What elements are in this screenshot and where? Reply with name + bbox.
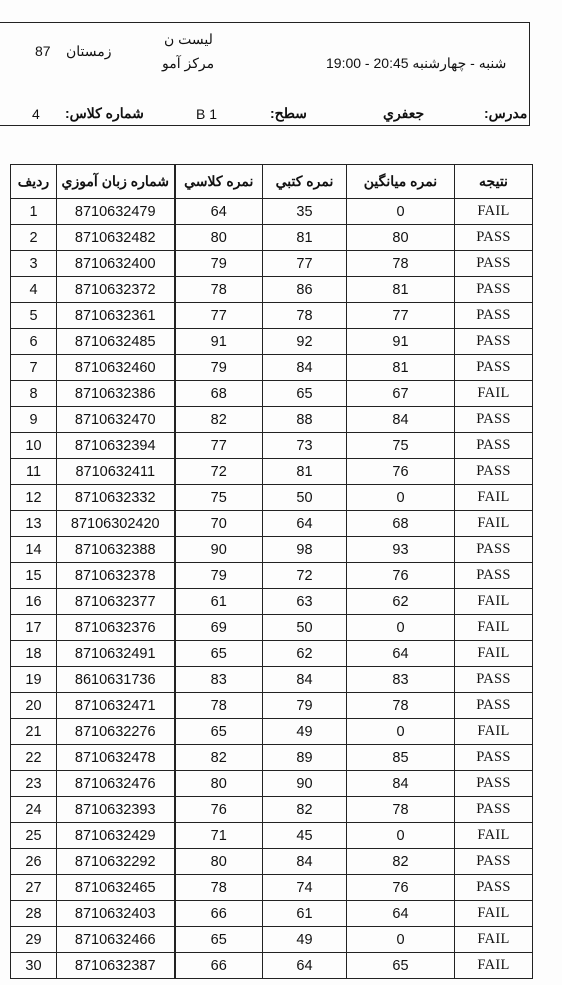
row-number-cell: 22 — [11, 745, 57, 771]
student-id-cell: 8710632471 — [57, 693, 175, 719]
average-score-cell: 93 — [347, 537, 455, 563]
student-id-cell: 8710632470 — [57, 407, 175, 433]
table-row — [11, 277, 533, 303]
written-score-cell: 77 — [263, 251, 347, 277]
schedule: شنبه - چهارشنبه 20:45 - 19:00 — [326, 55, 507, 71]
result-cell: FAIL — [455, 901, 533, 927]
average-score-cell: 67 — [347, 381, 455, 407]
row-number-cell: 18 — [11, 641, 57, 667]
table-row — [11, 771, 533, 797]
result-cell: PASS — [455, 849, 533, 875]
result-cell: FAIL — [455, 953, 533, 979]
written-score-cell: 62 — [263, 641, 347, 667]
class-score-cell: 91 — [175, 329, 263, 355]
average-score-cell: 76 — [347, 563, 455, 589]
table-row — [11, 563, 533, 589]
average-score-cell: 0 — [347, 199, 455, 225]
table-row — [11, 901, 533, 927]
row-number-cell: 28 — [11, 901, 57, 927]
result-cell: PASS — [455, 745, 533, 771]
result-cell: PASS — [455, 355, 533, 381]
result-cell: FAIL — [455, 719, 533, 745]
table-row — [11, 927, 533, 953]
teacher-name: جعفري — [383, 105, 425, 121]
written-score-cell: 86 — [263, 277, 347, 303]
average-score-cell: 77 — [347, 303, 455, 329]
student-id-cell: 8710632479 — [57, 199, 175, 225]
written-score-cell: 73 — [263, 433, 347, 459]
average-score-cell: 62 — [347, 589, 455, 615]
table-row — [11, 693, 533, 719]
class-score-cell: 72 — [175, 459, 263, 485]
class-score-cell: 65 — [175, 641, 263, 667]
average-score-cell: 91 — [347, 329, 455, 355]
table-row — [11, 459, 533, 485]
written-score-cell: 72 — [263, 563, 347, 589]
student-id-cell: 8610631736 — [57, 667, 175, 693]
table-row — [11, 615, 533, 641]
average-score-cell: 76 — [347, 875, 455, 901]
result-cell: FAIL — [455, 511, 533, 537]
table-row — [11, 589, 533, 615]
average-score-cell: 65 — [347, 953, 455, 979]
student-id-cell: 8710632372 — [57, 277, 175, 303]
result-cell: FAIL — [455, 199, 533, 225]
table-row — [11, 407, 533, 433]
result-cell: PASS — [455, 771, 533, 797]
average-score-cell: 78 — [347, 251, 455, 277]
student-id-cell: 8710632361 — [57, 303, 175, 329]
class-score-cell: 66 — [175, 953, 263, 979]
written-score-cell: 88 — [263, 407, 347, 433]
class-score-cell: 61 — [175, 589, 263, 615]
written-score-cell: 84 — [263, 667, 347, 693]
average-score-cell: 76 — [347, 459, 455, 485]
student-id-cell: 8710632411 — [57, 459, 175, 485]
average-score-cell: 83 — [347, 667, 455, 693]
table-row — [11, 329, 533, 355]
student-id-cell: 8710632386 — [57, 381, 175, 407]
row-number-cell: 8 — [11, 381, 57, 407]
result-cell: FAIL — [455, 927, 533, 953]
class-score-cell: 82 — [175, 745, 263, 771]
average-score-cell: 0 — [347, 823, 455, 849]
row-number-cell: 26 — [11, 849, 57, 875]
table-row — [11, 667, 533, 693]
row-number-cell: 4 — [11, 277, 57, 303]
class-score-cell: 75 — [175, 485, 263, 511]
row-number-cell: 9 — [11, 407, 57, 433]
level-label: سطح: — [270, 105, 307, 121]
average-score-cell: 0 — [347, 719, 455, 745]
row-number-cell: 14 — [11, 537, 57, 563]
result-cell: FAIL — [455, 823, 533, 849]
class-score-cell: 80 — [175, 225, 263, 251]
season: زمستان — [66, 43, 112, 59]
row-number-cell: 6 — [11, 329, 57, 355]
table-row — [11, 849, 533, 875]
table-row — [11, 433, 533, 459]
student-id-cell: 8710632393 — [57, 797, 175, 823]
table-row — [11, 641, 533, 667]
class-score-cell: 69 — [175, 615, 263, 641]
written-score-cell: 89 — [263, 745, 347, 771]
row-number-cell: 15 — [11, 563, 57, 589]
average-score-cell: 82 — [347, 849, 455, 875]
average-score-cell: 0 — [347, 485, 455, 511]
average-score-cell: 84 — [347, 407, 455, 433]
written-score-cell: 81 — [263, 459, 347, 485]
result-cell: PASS — [455, 797, 533, 823]
average-score-cell: 78 — [347, 693, 455, 719]
row-number-cell: 21 — [11, 719, 57, 745]
student-id-cell: 8710632387 — [57, 953, 175, 979]
class-score-cell: 79 — [175, 563, 263, 589]
row-number-cell: 23 — [11, 771, 57, 797]
result-cell: PASS — [455, 407, 533, 433]
written-score-cell: 79 — [263, 693, 347, 719]
student-id-cell: 8710632460 — [57, 355, 175, 381]
student-id-cell: 8710632332 — [57, 485, 175, 511]
student-id-cell: 8710632394 — [57, 433, 175, 459]
average-score-cell: 64 — [347, 901, 455, 927]
average-score-cell: 81 — [347, 355, 455, 381]
table-row — [11, 745, 533, 771]
table-row — [11, 303, 533, 329]
result-cell: FAIL — [455, 641, 533, 667]
result-cell: PASS — [455, 277, 533, 303]
average-score-cell: 68 — [347, 511, 455, 537]
written-score-cell: 35 — [263, 199, 347, 225]
result-cell: PASS — [455, 563, 533, 589]
class-score-cell: 71 — [175, 823, 263, 849]
written-score-cell: 90 — [263, 771, 347, 797]
result-cell: PASS — [455, 225, 533, 251]
class-score-cell: 80 — [175, 771, 263, 797]
class-score-cell: 80 — [175, 849, 263, 875]
written-score-cell: 64 — [263, 511, 347, 537]
written-score-cell: 84 — [263, 849, 347, 875]
student-id-cell: 8710632403 — [57, 901, 175, 927]
row-number-cell: 30 — [11, 953, 57, 979]
student-id-cell: 8710632491 — [57, 641, 175, 667]
result-cell: PASS — [455, 433, 533, 459]
written-score-cell: 49 — [263, 927, 347, 953]
class-score-cell: 65 — [175, 719, 263, 745]
col-header-student-id: شماره زبان آموزي — [57, 165, 175, 199]
average-score-cell: 78 — [347, 797, 455, 823]
table-row — [11, 381, 533, 407]
table-row — [11, 953, 533, 979]
row-number-cell: 24 — [11, 797, 57, 823]
col-header-written-score: نمره كتبي — [263, 165, 347, 199]
written-score-cell: 49 — [263, 719, 347, 745]
class-score-cell: 65 — [175, 927, 263, 953]
class-score-cell: 90 — [175, 537, 263, 563]
average-score-cell: 84 — [347, 771, 455, 797]
result-cell: PASS — [455, 693, 533, 719]
average-score-cell: 81 — [347, 277, 455, 303]
written-score-cell: 84 — [263, 355, 347, 381]
class-score-cell: 78 — [175, 277, 263, 303]
written-score-cell: 45 — [263, 823, 347, 849]
written-score-cell: 78 — [263, 303, 347, 329]
row-number-cell: 16 — [11, 589, 57, 615]
table-row — [11, 355, 533, 381]
table-row — [11, 199, 533, 225]
written-score-cell: 65 — [263, 381, 347, 407]
table-row — [11, 823, 533, 849]
teacher-label: مدرس: — [484, 105, 528, 121]
col-header-row-number: رديف — [11, 165, 57, 199]
student-id-cell: 87106302420 — [57, 511, 175, 537]
table-row — [11, 511, 533, 537]
class-score-cell: 78 — [175, 875, 263, 901]
written-score-cell: 92 — [263, 329, 347, 355]
result-cell: FAIL — [455, 381, 533, 407]
result-cell: PASS — [455, 537, 533, 563]
written-score-cell: 63 — [263, 589, 347, 615]
student-id-cell: 8710632376 — [57, 615, 175, 641]
written-score-cell: 98 — [263, 537, 347, 563]
row-number-cell: 20 — [11, 693, 57, 719]
written-score-cell: 64 — [263, 953, 347, 979]
written-score-cell: 81 — [263, 225, 347, 251]
table-row — [11, 251, 533, 277]
student-id-cell: 8710632485 — [57, 329, 175, 355]
col-header-average-score: نمره ميانگين — [347, 165, 455, 199]
result-cell: PASS — [455, 251, 533, 277]
row-number-cell: 1 — [11, 199, 57, 225]
class-score-cell: 78 — [175, 693, 263, 719]
row-number-cell: 10 — [11, 433, 57, 459]
student-id-cell: 8710632377 — [57, 589, 175, 615]
written-score-cell: 61 — [263, 901, 347, 927]
written-score-cell: 74 — [263, 875, 347, 901]
row-number-cell: 27 — [11, 875, 57, 901]
row-number-cell: 11 — [11, 459, 57, 485]
table-row — [11, 875, 533, 901]
year: 87 — [35, 43, 51, 59]
col-header-result: نتيجه — [455, 165, 533, 199]
row-number-cell: 25 — [11, 823, 57, 849]
list-title: لیست ن — [164, 31, 213, 47]
row-number-cell: 5 — [11, 303, 57, 329]
row-number-cell: 2 — [11, 225, 57, 251]
row-number-cell: 19 — [11, 667, 57, 693]
class-score-cell: 70 — [175, 511, 263, 537]
result-cell: PASS — [455, 667, 533, 693]
row-number-cell: 17 — [11, 615, 57, 641]
student-id-cell: 8710632378 — [57, 563, 175, 589]
col-header-class-score: نمره كلاسي — [175, 165, 263, 199]
table-row — [11, 797, 533, 823]
result-cell: FAIL — [455, 485, 533, 511]
average-score-cell: 85 — [347, 745, 455, 771]
student-id-cell: 8710632276 — [57, 719, 175, 745]
class-score-cell: 79 — [175, 355, 263, 381]
average-score-cell: 75 — [347, 433, 455, 459]
class-score-cell: 79 — [175, 251, 263, 277]
level-value: B 1 — [196, 106, 218, 122]
row-number-cell: 13 — [11, 511, 57, 537]
average-score-cell: 0 — [347, 927, 455, 953]
class-score-cell: 76 — [175, 797, 263, 823]
class-score-cell: 68 — [175, 381, 263, 407]
written-score-cell: 82 — [263, 797, 347, 823]
result-cell: PASS — [455, 303, 533, 329]
student-id-cell: 8710632466 — [57, 927, 175, 953]
row-number-cell: 7 — [11, 355, 57, 381]
class-number-label: شماره كلاس: — [65, 105, 144, 121]
row-number-cell: 12 — [11, 485, 57, 511]
grades-table — [10, 164, 533, 979]
written-score-cell: 50 — [263, 615, 347, 641]
student-id-cell: 8710632400 — [57, 251, 175, 277]
result-cell: PASS — [455, 329, 533, 355]
student-id-cell: 8710632388 — [57, 537, 175, 563]
class-score-cell: 82 — [175, 407, 263, 433]
row-number-cell: 3 — [11, 251, 57, 277]
student-id-cell: 8710632465 — [57, 875, 175, 901]
class-number: 4 — [32, 106, 40, 122]
table-header-row — [11, 165, 533, 199]
average-score-cell: 80 — [347, 225, 455, 251]
center-name: مرکز آمو — [162, 55, 215, 71]
written-score-cell: 50 — [263, 485, 347, 511]
student-id-cell: 8710632292 — [57, 849, 175, 875]
class-score-cell: 64 — [175, 199, 263, 225]
result-cell: PASS — [455, 459, 533, 485]
table-row — [11, 537, 533, 563]
table-row — [11, 719, 533, 745]
result-cell: FAIL — [455, 589, 533, 615]
student-id-cell: 8710632478 — [57, 745, 175, 771]
class-score-cell: 77 — [175, 433, 263, 459]
student-id-cell: 8710632476 — [57, 771, 175, 797]
class-score-cell: 83 — [175, 667, 263, 693]
class-score-cell: 66 — [175, 901, 263, 927]
result-cell: FAIL — [455, 615, 533, 641]
row-number-cell: 29 — [11, 927, 57, 953]
student-id-cell: 8710632429 — [57, 823, 175, 849]
result-cell: PASS — [455, 875, 533, 901]
average-score-cell: 0 — [347, 615, 455, 641]
average-score-cell: 64 — [347, 641, 455, 667]
table-row — [11, 225, 533, 251]
class-score-cell: 77 — [175, 303, 263, 329]
student-id-cell: 8710632482 — [57, 225, 175, 251]
table-row — [11, 485, 533, 511]
